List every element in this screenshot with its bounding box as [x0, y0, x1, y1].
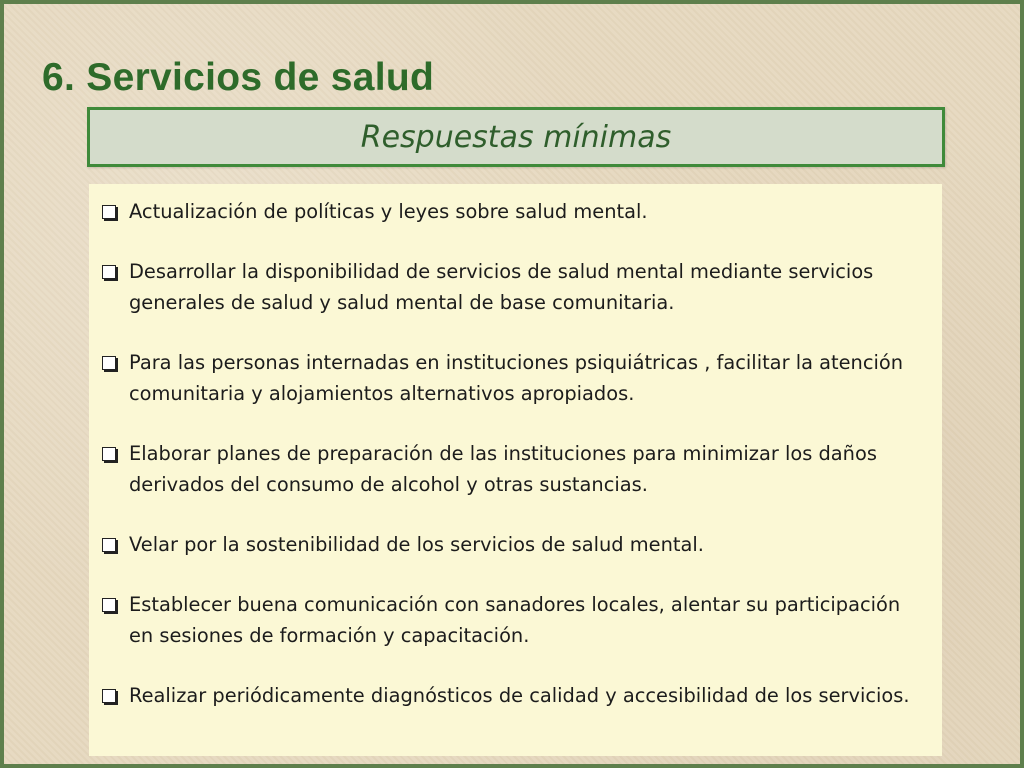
list-item-text: Actualización de políticas y leyes sobre salud mental.	[129, 200, 648, 223]
checkbox-square-icon	[102, 538, 116, 552]
list-item	[101, 680, 928, 711]
list-item-text: Establecer buena comunicación con sanadores locales, alentar su participación en sesiones de formación y capacitación.	[129, 593, 901, 647]
checkbox-square-icon	[102, 598, 116, 612]
list-item-text: Velar por la sostenibilidad de los servicios de salud mental.	[129, 533, 704, 556]
list-item-text: Desarrollar la disponibilidad de servicios de salud mental mediante servicios generales de salud y salud mental de base comunitaria.	[129, 260, 874, 314]
checkbox-square-icon	[102, 356, 116, 370]
slide-title: 6. Servicios de salud	[42, 56, 435, 99]
list-item	[101, 196, 928, 227]
checkbox-square-icon	[102, 689, 116, 703]
subtitle-text: Respuestas mínimas	[360, 119, 672, 155]
content-box	[89, 184, 942, 756]
list-item-text: Realizar periódicamente diagnósticos de calidad y accesibilidad de los servicios.	[129, 684, 910, 707]
checkbox-square-icon	[102, 447, 116, 461]
checkbox-square-icon	[102, 265, 116, 279]
bullet-list	[101, 196, 928, 711]
list-item-text: Para las personas internadas en instituciones psiquiátricas , facilitar la atención comunitaria y alojamientos alternativos apropiados.	[129, 351, 904, 405]
list-item-text: Elaborar planes de preparación de las instituciones para minimizar los daños derivados del consumo de alcohol y otras sustancias.	[129, 442, 877, 496]
list-item	[101, 529, 928, 560]
list-item	[101, 256, 928, 318]
list-item	[101, 347, 928, 409]
list-item	[101, 589, 928, 651]
list-item	[101, 438, 928, 500]
checkbox-square-icon	[102, 205, 116, 219]
subtitle-box	[87, 107, 945, 167]
